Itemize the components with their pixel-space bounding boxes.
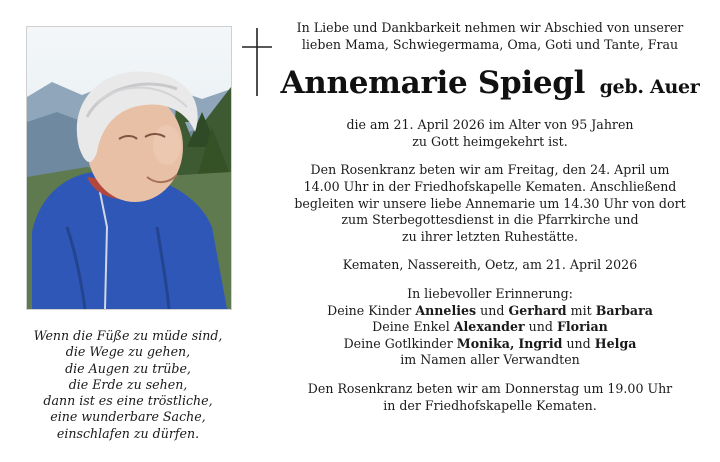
- rosary-line: 14.00 Uhr in der Friedhofskapelle Kematen. Anschließend: [303, 178, 677, 194]
- death-notice-line: zu Gott heimgekehrt ist.: [412, 133, 568, 149]
- cross-icon: [240, 26, 274, 98]
- obituary-text: [280, 20, 700, 414]
- poem-line: Wenn die Füße zu müde sind,: [33, 328, 223, 343]
- poem-line: die Augen zu trübe,: [65, 360, 191, 376]
- rosary-line: begleiten wir unsere liebe Annemarie um 14.30 Uhr von dort: [294, 195, 686, 211]
- poem-line: eine wunderbare Sache,: [50, 409, 206, 425]
- mourner-conjunction: und: [528, 319, 553, 335]
- mourner-conjunction: und: [480, 302, 505, 318]
- portrait-photo: [26, 26, 232, 310]
- mourner-name: Alexander: [453, 319, 525, 335]
- mourner-name: Helga: [594, 335, 637, 351]
- mourner-prefix: Deine Kinder: [327, 302, 412, 318]
- deceased-name-heading: [280, 65, 700, 105]
- mourner-conjunction: und: [566, 335, 591, 351]
- deceased-name: Annemarie Spiegl: [280, 65, 586, 102]
- place-date: Kematen, Nassereith, Oetz, am 21. April 2026: [342, 257, 638, 273]
- mourners-godchildren: [280, 336, 700, 353]
- mourner-name: Florian: [556, 319, 608, 335]
- mourner-name: Ingrid: [518, 335, 563, 351]
- poem-line: die Erde zu sehen,: [68, 376, 188, 392]
- rosary-line: zu ihrer letzten Ruhestätte.: [402, 228, 578, 244]
- mourner-prefix: Deine Enkel: [372, 319, 450, 335]
- intro-line: lieben Mama, Schwiegermama, Oma, Goti und Tante, Frau: [301, 36, 679, 52]
- mourners-grandchildren: [280, 319, 700, 336]
- mourner-conjunction: mit: [570, 302, 592, 318]
- intro-line: In Liebe und Dankbarkeit nehmen wir Abschied von unserer: [296, 20, 684, 35]
- death-notice-line: die am 21. April 2026 im Alter von 95 Jahren: [346, 117, 634, 133]
- mourner-prefix: Deine Gotlkinder: [343, 335, 453, 351]
- remembrance-intro: In liebevoller Erinnerung:: [407, 285, 573, 301]
- mourner-name: Annelies: [415, 302, 477, 318]
- poem-line: dann ist es eine tröstliche,: [43, 393, 213, 409]
- portrait-illustration: [27, 27, 231, 309]
- poem: [0, 328, 256, 442]
- poem-line: die Wege zu gehen,: [65, 344, 191, 360]
- mourners-relatives: im Namen aller Verwandten: [400, 352, 580, 368]
- poem-line: einschlafen zu dürfen.: [56, 425, 200, 441]
- mourners-children: [280, 303, 700, 320]
- second-rosary-line: Den Rosenkranz beten wir am Donnerstag um 19.00 Uhr: [307, 380, 673, 396]
- mourner-separator: ,: [509, 335, 515, 351]
- mourner-name: Gerhard: [508, 302, 567, 318]
- mourner-name: Monika: [456, 335, 510, 351]
- mourner-name: Barbara: [595, 302, 653, 318]
- second-rosary-line: in der Friedhofskapelle Kematen.: [383, 397, 597, 413]
- rosary-line: Den Rosenkranz beten wir am Freitag, den 24. April um: [310, 162, 670, 178]
- rosary-line: zum Sterbegottesdienst in die Pfarrkirche und: [341, 212, 639, 228]
- birth-name: geb. Auer: [599, 76, 700, 99]
